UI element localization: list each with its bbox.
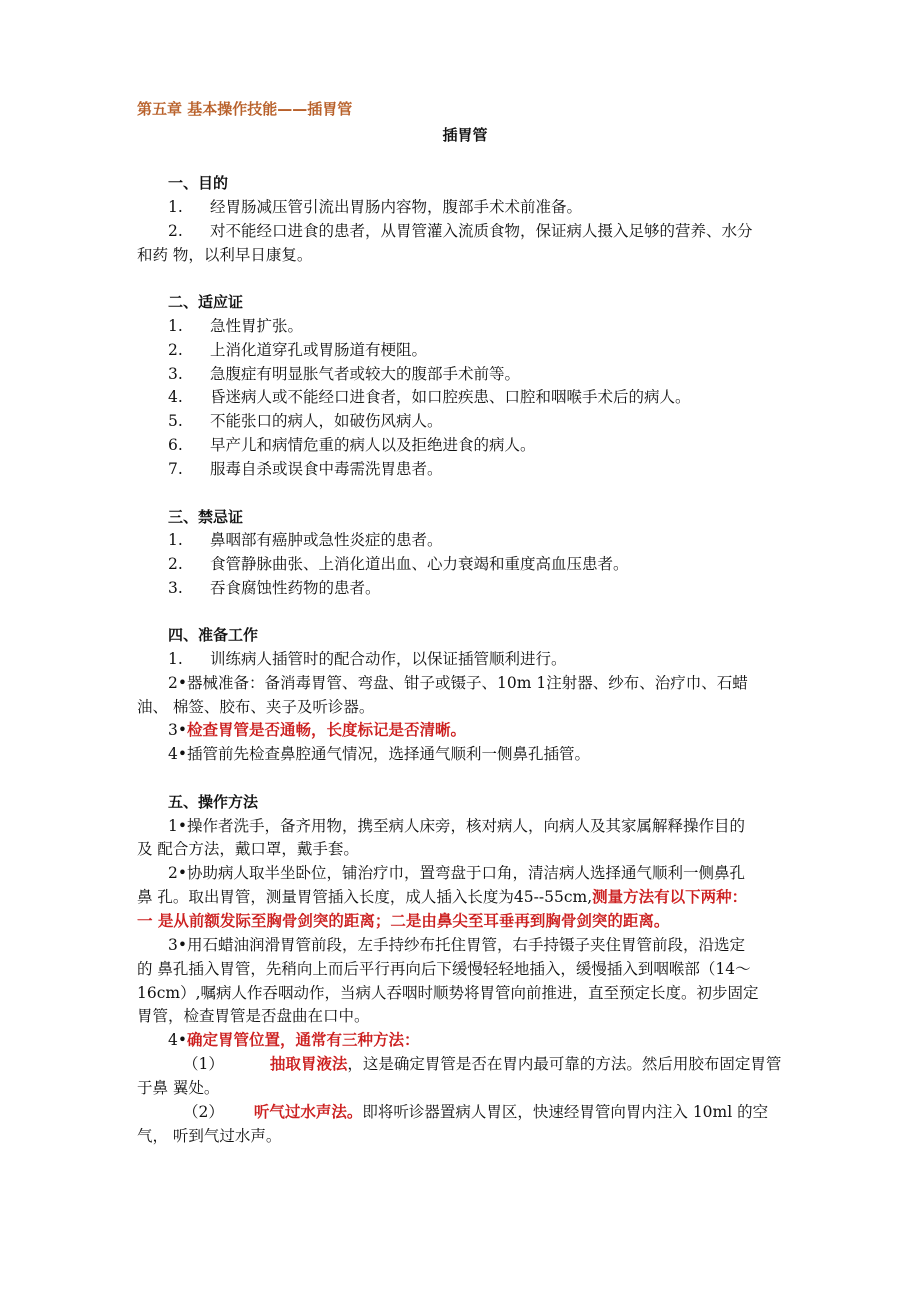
- list-item: 6. 早产儿和病情危重的病人以及拒绝进食的病人。: [168, 436, 536, 454]
- list-item: 3. 吞食腐蚀性药物的患者。: [168, 579, 381, 597]
- list-item: 3. 急腹症有明显胀气者或较大的腹部手术前等。: [168, 365, 521, 383]
- paragraph-line: 1•操作者洗手，备齐用物，携至病人床旁，核对病人，向病人及其家属解释操作目的: [168, 817, 746, 835]
- list-item: 1. 鼻咽部有癌肿或急性炎症的患者。: [168, 531, 443, 549]
- section-heading-procedure: 五、操作方法: [168, 793, 259, 811]
- paragraph-line: 油、 棉签、胶布、夹子及听诊器。: [137, 698, 375, 716]
- paragraph-line: 胃管，检查胃管是否盘曲在口中。: [137, 1007, 370, 1025]
- list-item: 5. 不能张口的病人，如破伤风病人。: [168, 412, 443, 430]
- list-item: 4. 昏迷病人或不能经口进食者，如口腔疾患、口腔和咽喉手术后的病人。: [168, 388, 691, 406]
- list-item: 1. 经胃肠减压管引流出胃肠内容物，腹部手术术前准备。: [168, 198, 583, 216]
- paragraph-line: 3•用石蜡油润滑胃管前段，左手持纱布托住胃管，右手持镊子夹住胃管前段，沿选定: [168, 936, 746, 954]
- paragraph-line: 于鼻 翼处。: [137, 1079, 220, 1097]
- paragraph-line: 2•协助病人取半坐卧位，铺治疗巾，置弯盘于口角，清洁病人选择通气顺利一侧鼻孔: [168, 864, 746, 882]
- paragraph-line: 3•检查胃管是否通畅，长度标记是否清晰。: [168, 720, 467, 739]
- list-item: 1. 急性胃扩张。: [168, 317, 304, 335]
- paragraph-line: 4•确定胃管位置，通常有三种方法：: [168, 1030, 420, 1049]
- paragraph-line: 16cm）,嘱病人作吞咽动作，当病人吞咽时顺势将胃管向前推进，直至预定长度。初步固定: [137, 984, 759, 1002]
- page-title: 插胃管: [442, 126, 488, 144]
- list-item: 2. 食管静脉曲张、上消化道出血、心力衰竭和重度高血压患者。: [168, 555, 629, 573]
- paragraph-line: 气， 听到气过水声。: [137, 1127, 282, 1145]
- paragraph-line: 鼻 孔。取出胃管，测量胃管插入长度，成人插入长度为45--55cm,测量方法有以下两种：: [137, 887, 748, 906]
- paragraph-line-highlight: 一 是从前额发际至胸骨剑突的距离；二是由鼻尖至耳垂再到胸骨剑突的距离。: [137, 911, 670, 930]
- paragraph-line: 的 鼻孔插入胃管，先稍向上而后平行再向后下缓慢轻轻地插入，缓慢插入到咽喉部（14～: [137, 960, 751, 978]
- section-heading-contraindications: 三、禁忌证: [168, 508, 244, 526]
- section-heading-indications: 二、适应证: [168, 293, 244, 311]
- method-line: （2） 听气过水声法。即将听诊器置病人胃区，快速经胃管向胃内注入 10ml 的空: [183, 1102, 769, 1121]
- list-item: 2. 对不能经口进食的患者，从胃管灌入流质食物，保证病人摄入足够的营养、水分: [168, 222, 753, 240]
- section-heading-preparation: 四、准备工作: [168, 626, 259, 644]
- paragraph-line: 4•插管前先检查鼻腔通气情况，选择通气顺利一侧鼻孔插管。: [168, 745, 591, 763]
- method-line: （1） 抽取胃液法，这是确定胃管是否在胃内最可靠的方法。然后用胶布固定胃管: [183, 1054, 782, 1073]
- list-item-continuation: 和药 物，以利早日康复。: [137, 246, 313, 264]
- list-item: 2. 上消化道穿孔或胃肠道有梗阻。: [168, 341, 428, 359]
- list-item: 7. 服毒自杀或误食中毒需洗胃患者。: [168, 460, 443, 478]
- section-heading-purpose: 一、目的: [168, 174, 229, 192]
- chapter-heading: 第五章 基本操作技能——插胃管: [137, 100, 353, 118]
- list-item: 1. 训练病人插管时的配合动作，以保证插管顺利进行。: [168, 650, 567, 668]
- paragraph-line: 2•器械准备：备消毒胃管、弯盘、钳子或镊子、10m 1注射器、纱布、治疗巾、石蜡: [168, 674, 748, 692]
- paragraph-line: 及 配合方法，戴口罩，戴手套。: [137, 840, 359, 858]
